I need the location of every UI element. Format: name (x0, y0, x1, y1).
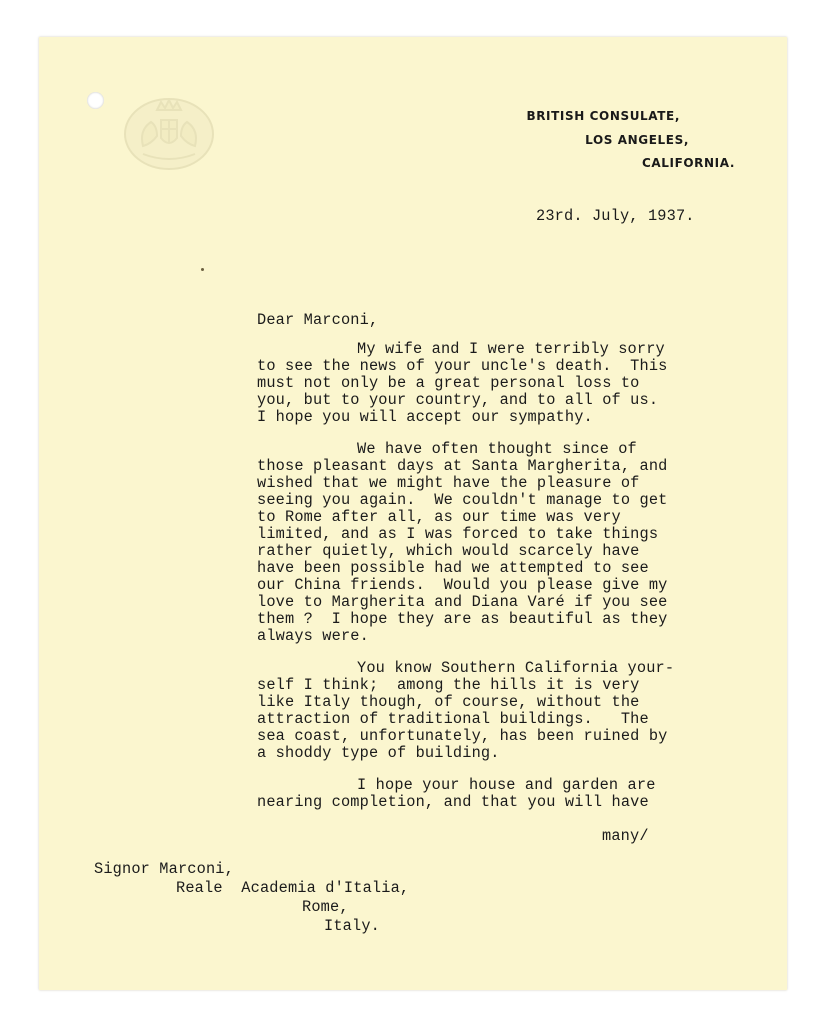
letter-page (39, 37, 787, 990)
letterhead (526, 105, 735, 176)
body-line: to Rome after all, as our time was very (257, 508, 621, 526)
body-line: I hope your house and garden are (357, 776, 656, 794)
body-line: limited, and as I was forced to take things (257, 525, 659, 543)
paragraph-4 (257, 777, 727, 811)
body-line: seeing you again. We couldn't manage to get (257, 491, 668, 509)
body-line: them ? I hope they are as beautiful as they (257, 610, 668, 628)
salutation: Dear Marconi, (257, 311, 379, 329)
body-line: our China friends. Would you please give my (257, 576, 668, 594)
royal-coat-of-arms-embossed-seal-icon (121, 92, 217, 172)
body-line: wished that we might have the pleasure of (257, 474, 640, 492)
body-line: have been possible had we attempted to see (257, 559, 649, 577)
recipient-name: Signor Marconi, (94, 860, 234, 878)
body-line: self I think; among the hills it is very (257, 676, 640, 694)
paragraph-2 (257, 441, 727, 645)
body-line: love to Margherita and Diana Varé if you see (257, 593, 668, 611)
body-line: a shoddy type of building. (257, 744, 500, 762)
body-line: I hope you will accept our sympathy. (257, 408, 593, 426)
body-line: rather quietly, which would scarcely have (257, 542, 640, 560)
body-line: always were. (257, 627, 369, 645)
recipient-city: Rome, (302, 898, 349, 916)
paper-speck (201, 268, 204, 271)
body-line: to see the news of your uncle's death. This (257, 357, 668, 375)
letterhead-state: CALIFORNIA. (641, 156, 735, 170)
catchword: many/ (602, 827, 649, 845)
recipient-institution: Reale Academia d'Italia, (176, 879, 410, 897)
body-line: attraction of traditional buildings. The (257, 710, 649, 728)
body-line: must not only be a great personal loss to (257, 374, 640, 392)
body-line: those pleasant days at Santa Margherita, and (257, 457, 668, 475)
punch-hole (87, 92, 104, 109)
letter-date: 23rd. July, 1937. (536, 207, 695, 225)
letterhead-consulate: BRITISH CONSULATE, (526, 109, 680, 123)
recipient-country: Italy. (324, 917, 380, 935)
letter-body (257, 341, 727, 826)
body-line: like Italy though, of course, without the (257, 693, 640, 711)
letterhead-city: LOS ANGELES, (585, 132, 689, 147)
body-line: nearing completion, and that you will have (257, 793, 649, 811)
body-line: you, but to your country, and to all of us. (257, 391, 659, 409)
body-line: sea coast, unfortunately, has been ruined by (257, 727, 668, 745)
body-line: You know Southern California your- (357, 659, 675, 677)
paragraph-3 (257, 660, 727, 762)
recipient-address (94, 860, 409, 936)
body-line: My wife and I were terribly sorry (357, 340, 665, 358)
body-line: We have often thought since of (357, 440, 637, 458)
paragraph-1 (257, 341, 727, 426)
